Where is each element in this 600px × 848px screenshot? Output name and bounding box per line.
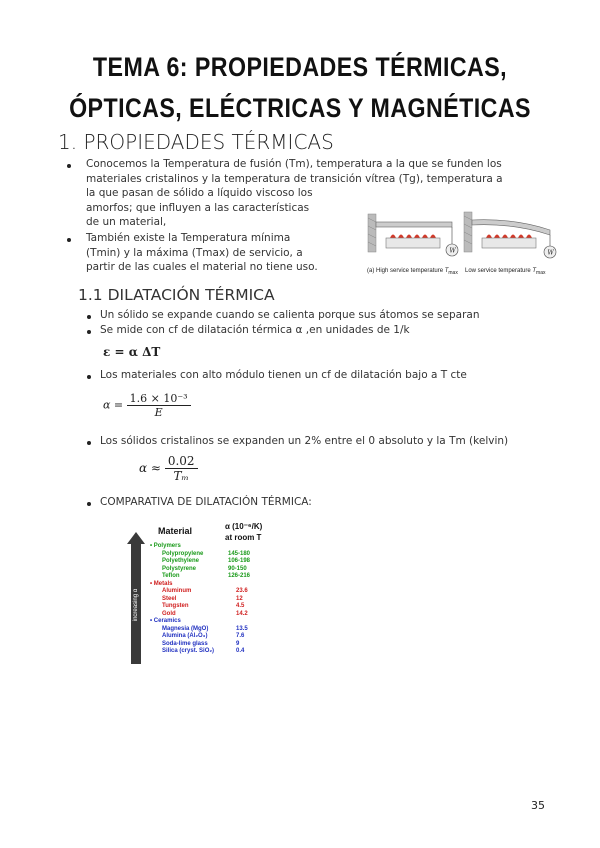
low-service-temperature-diagram <box>464 212 556 258</box>
text-line: Conocemos la Temperatura de fusión (Tm), temperatura a la que se funden los <box>86 158 502 170</box>
bullet-text: Se mide con cf de dilatación térmica α ,en unidades de 1/k <box>100 324 410 336</box>
page-number: 35 <box>531 799 545 812</box>
material-name: Magnesia (MgO) <box>162 625 209 632</box>
text-line: partir de las cuales el material no tiene uso. <box>86 261 318 274</box>
alpha-value: 14.2 <box>236 610 248 617</box>
formula-numerator: 0.02 <box>165 454 198 469</box>
bullet-dot <box>87 330 91 334</box>
svg-text:W: W <box>547 249 554 257</box>
arrow-label: increasing α <box>133 588 139 622</box>
alpha-value: 9 <box>236 640 240 647</box>
table-group-heading: • Polymers <box>150 543 181 549</box>
material-name: Steel <box>162 595 177 602</box>
alpha-value: 126-216 <box>228 573 251 579</box>
alpha-value: 12 <box>236 595 243 602</box>
alpha-value: 0.4 <box>236 648 245 654</box>
material-name: Soda-lime glass <box>162 640 208 647</box>
paragraph-temperatura-servicio <box>86 231 346 275</box>
formula-numerator: 1.6 × 10⁻³ <box>127 392 191 406</box>
alpha-value: 4.5 <box>236 603 245 609</box>
material-name: Tungsten <box>162 603 189 609</box>
figure-caption-a <box>367 268 458 276</box>
text-line: de un material, <box>86 216 167 229</box>
bullet-dot <box>67 238 71 242</box>
arrow-head <box>127 532 145 544</box>
caption-a-text: (a) High service temperature <box>367 268 444 274</box>
high-service-temperature-diagram <box>368 214 458 256</box>
alpha-value: 145-180 <box>228 550 251 557</box>
text-line: materiales cristalinos y la temperatura de transición vítrea (Tg), temperatura a <box>86 172 503 185</box>
thermal-expansion-table <box>130 520 290 665</box>
table-group-heading: • Metals <box>150 580 173 587</box>
material-name: Teflon <box>162 573 180 579</box>
section-heading-dilatacion-termica: 1.1 DILATACIÓN TÉRMICA <box>78 286 275 304</box>
table-row <box>150 648 290 656</box>
formula-lhs: α = <box>103 398 124 412</box>
text-line: la que pasan de sólido a líquido viscoso los <box>86 187 313 200</box>
formula-alpha-modulus <box>103 392 191 419</box>
caption-a-symbol: T <box>444 268 449 274</box>
bullet-text: Un sólido se expande cuando se calienta porque sus átomos se separan <box>100 309 480 321</box>
caption-b-text: Low service temperature <box>465 268 531 274</box>
formula-lhs: α ≈ <box>139 461 161 475</box>
alpha-value: 23.6 <box>236 588 248 594</box>
text-line: amorfos; que influyen a las características <box>86 201 310 214</box>
table-group-heading: • Ceramics <box>150 618 181 624</box>
material-name: Alumina (Al₂O₃) <box>162 633 208 639</box>
alpha-value: 106-198 <box>228 558 251 564</box>
alpha-value: 13.5 <box>236 625 248 632</box>
caption-b-subscript: max <box>536 270 546 277</box>
material-name: Gold <box>162 610 176 617</box>
formula-fraction <box>127 392 191 419</box>
caption-a-subscript: max <box>448 270 458 277</box>
alpha-value: 7.6 <box>236 633 245 639</box>
bullet-dot <box>87 441 91 445</box>
formula-strain: ε = α ΔT <box>103 345 161 359</box>
text-line: (Tmin) y la máxima (Tmax) de servicio, a <box>86 246 303 259</box>
material-name: Polystyrene <box>162 565 197 572</box>
section-heading-propiedades-termicas: 1. PROPIEDADES TÉRMICAS <box>58 130 334 154</box>
material-name: Polypropylene <box>162 550 204 557</box>
bullet-text: Los sólidos cristalinos se expanden un 2% entre el 0 absoluto y la Tm (kelvin) <box>100 435 509 447</box>
caption-b-symbol: T <box>532 268 537 274</box>
bullet-dot <box>87 315 91 319</box>
material-name: Polyethylene <box>162 558 200 564</box>
formula-alpha-tm <box>139 454 198 483</box>
bullet-dot <box>67 164 71 168</box>
bullet-dot <box>87 375 91 379</box>
formula-fraction <box>165 454 198 483</box>
alpha-value: 90-150 <box>228 565 247 572</box>
bullet-text: COMPARATIVA DE DILATACIÓN TÉRMICA: <box>100 496 312 508</box>
figure-caption-b <box>465 268 546 276</box>
document-title-line-2: ÓPTICAS, ELÉCTRICAS Y MAGNÉTICAS <box>69 93 531 123</box>
service-temperature-figure <box>364 208 564 268</box>
table-header-alpha: α (10⁻⁶/K) <box>225 522 263 531</box>
document-title-line-1: TEMA 6: PROPIEDADES TÉRMICAS, <box>92 52 508 82</box>
svg-text:W: W <box>449 247 456 255</box>
text-line: También existe la Temperatura mínima <box>86 232 291 244</box>
formula-denominator: Tₘ <box>173 469 189 483</box>
bullet-text: Los materiales con alto módulo tienen un cf de dilatación bajo a T cte <box>100 369 467 381</box>
bullet-dot <box>87 502 91 506</box>
material-name: Silica (cryst. SiO₂) <box>162 648 215 654</box>
formula-denominator: E <box>154 406 163 419</box>
material-name: Aluminum <box>162 588 192 594</box>
table-header-material: Material <box>158 526 193 536</box>
table-header-alpha-2: at room T <box>225 533 262 542</box>
